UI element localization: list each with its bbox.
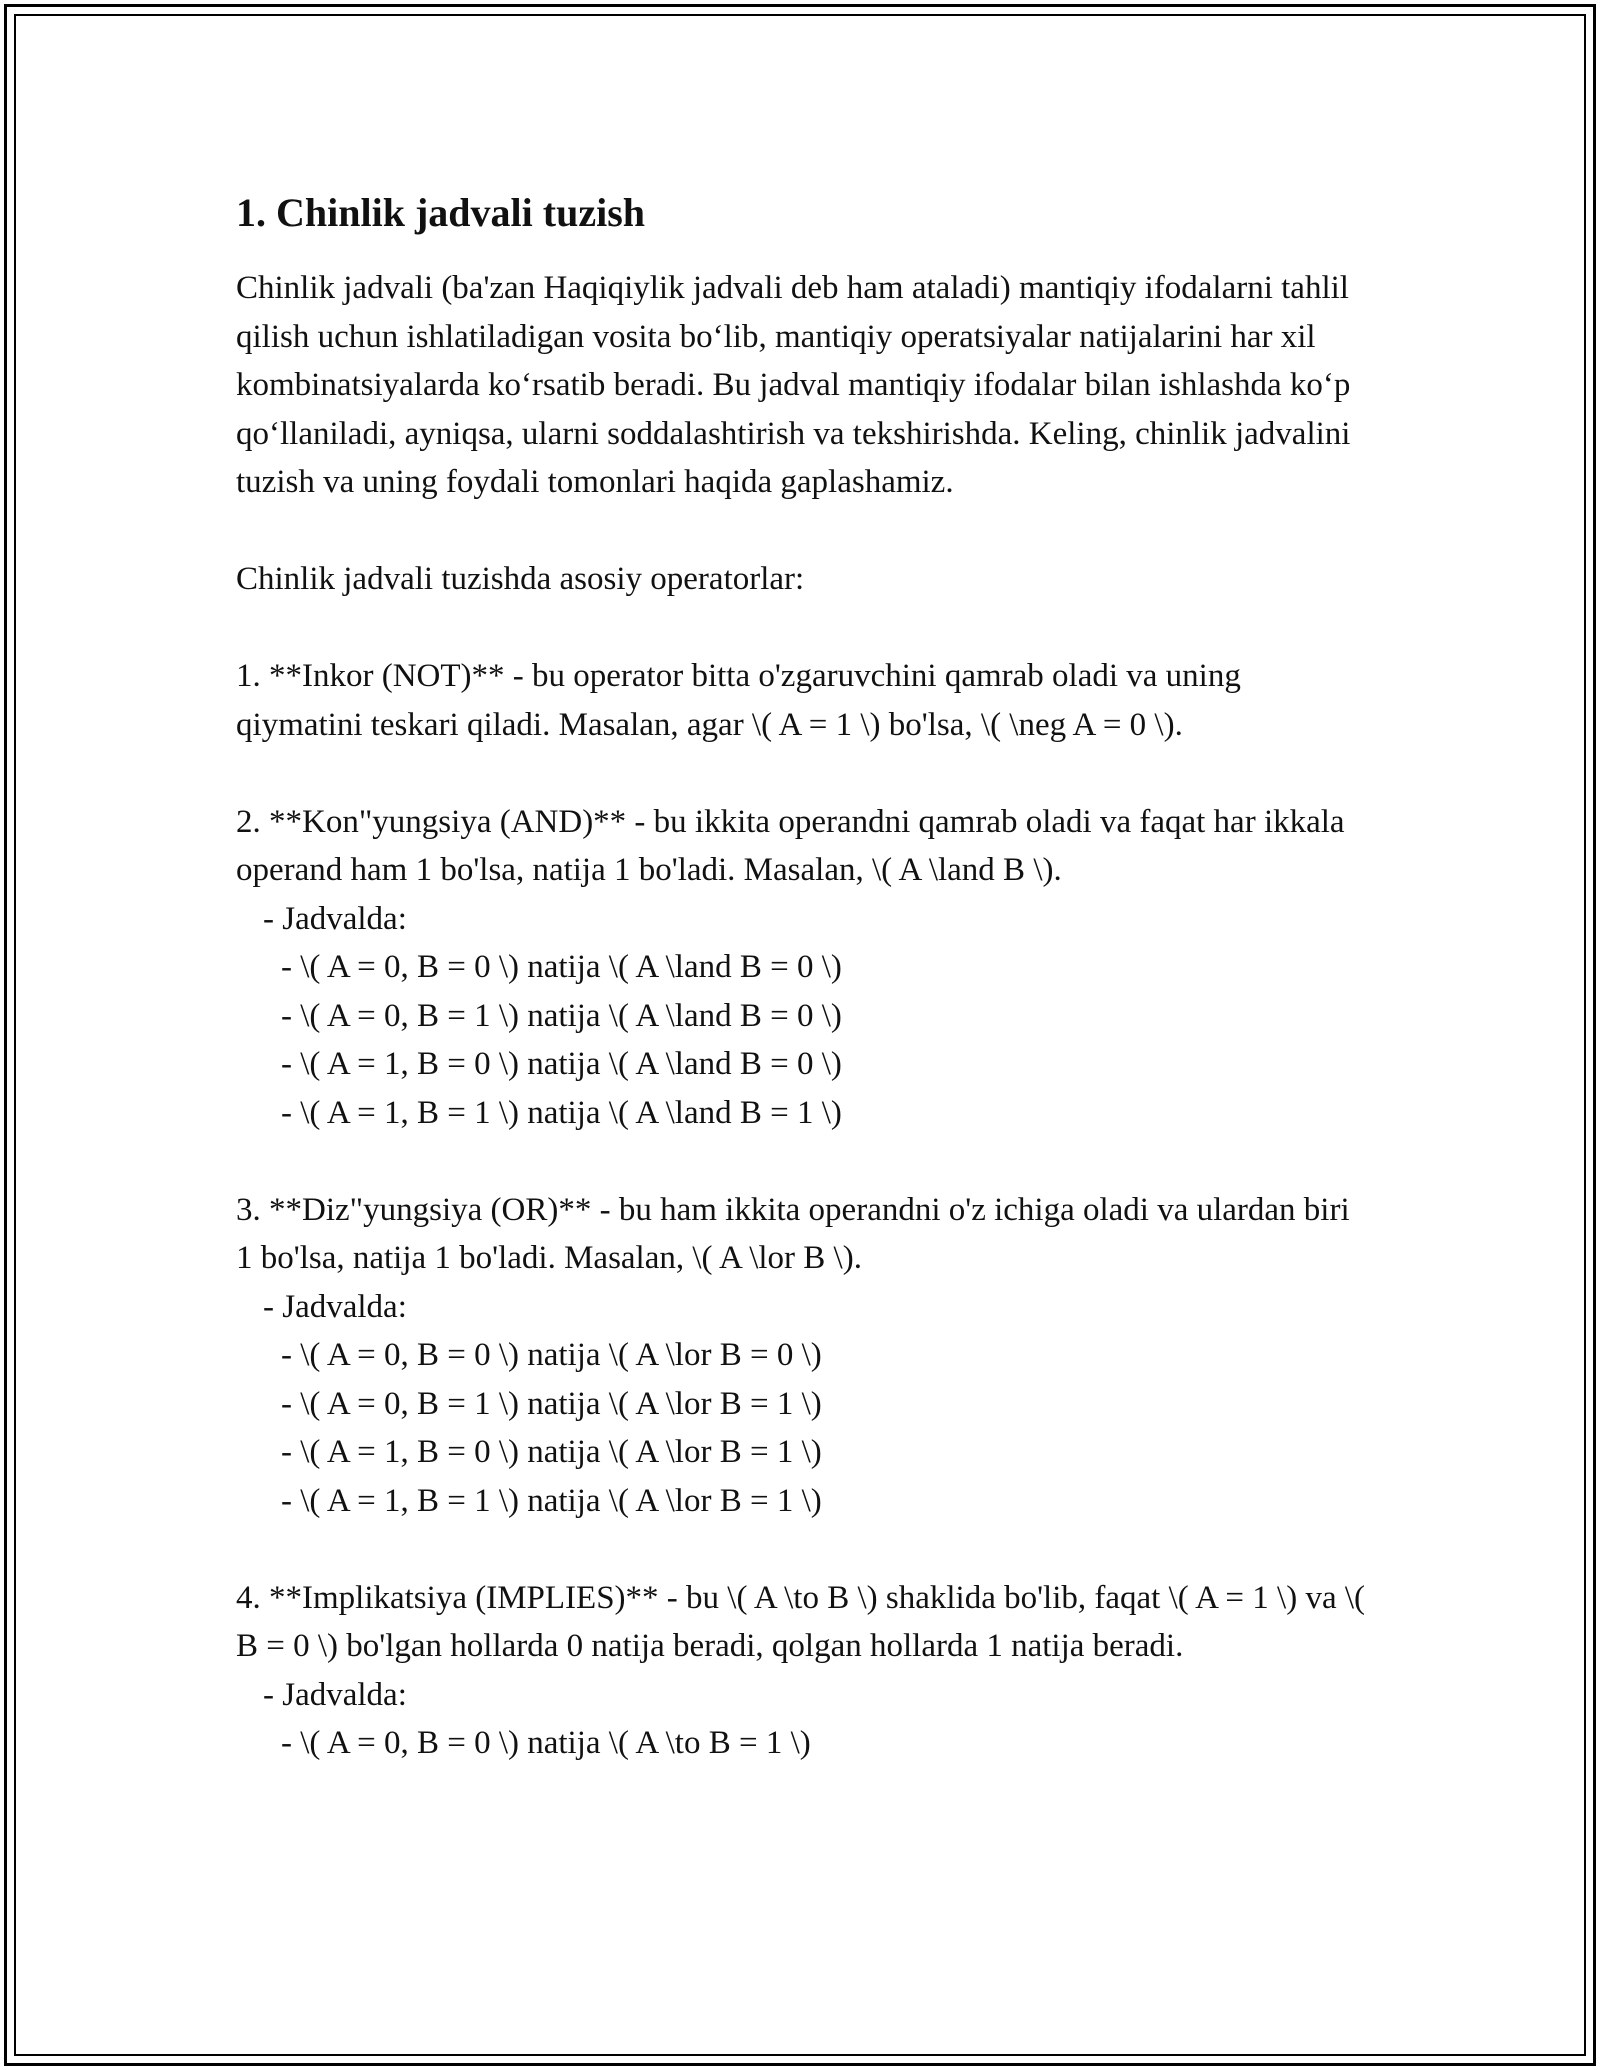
item-not: 1. **Inkor (NOT)** - bu operator bitta o'zgaruvchini qamrab oladi va uning qiymatini teskari qiladi. Masalan, agar \( A = 1 \) bo'lsa, \( \neg A = 0 \). (236, 658, 1241, 743)
or-row: - \( A = 1, B = 1 \) natija \( A \lor B = 1 \) (281, 1482, 822, 1519)
section-heading: 1. Chinlik jadvali tuzish (236, 190, 646, 235)
spacer (236, 749, 1366, 798)
and-row: - \( A = 1, B = 1 \) natija \( A \land B = 1 \) (281, 1094, 842, 1131)
spacer (236, 1525, 1366, 1574)
implies-row: - \( A = 0, B = 0 \) natija \( A \to B = 1 \) (281, 1725, 811, 1761)
spacer (236, 604, 1366, 653)
spacer (236, 507, 1366, 556)
document-body (236, 188, 1366, 1768)
item-and: 2. **Kon"yungsiya (AND)** - bu ikkita operandni qamrab oladi va faqat har ikkala operand ham 1 bo'lsa, natija 1 bo'ladi. Masalan, \( A \land B \). (236, 803, 1345, 888)
item-or: 3. **Diz"yungsiya (OR)** - bu ham ikkita operandni o'z ichiga oladi va ulardan biri 1 bo'lsa, natija 1 bo'ladi. Masalan, \( A \lor B \). (236, 1191, 1350, 1276)
intro-paragraph: Chinlik jadvali (ba'zan Haqiqiylik jadvali deb ham ataladi) mantiqiy ifodalarni tahlil qilish uchun ishlatiladigan vosita bo‘lib, mantiqiy operatsiyalar natijalarini har xil kombinatsiyalarda ko‘rsatib beradi. Bu jadval mantiqiy ifodalar bilan ishlashda ko‘p qo‘llaniladi, ayniqsa, ularni soddalashtirish va tekshirishda. Keling, chinlik jadvalini tuzish va uning foydali tomonlari haqida gaplashamiz. (236, 270, 1351, 500)
implies-table-label: - Jadvalda: (263, 1676, 407, 1713)
and-row: - \( A = 0, B = 0 \) natija \( A \land B = 0 \) (281, 949, 842, 985)
item-implies: 4. **Implikatsiya (IMPLIES)** - bu \( A \to B \) shaklida bo'lib, faqat \( A = 1 \) va \( B = 0 \) bo'lgan hollarda 0 natija beradi, qolgan hollarda 1 natija beradi. (236, 1579, 1366, 1664)
and-table-label: - Jadvalda: (263, 900, 407, 937)
or-table-label: - Jadvalda: (263, 1288, 407, 1325)
or-row: - \( A = 0, B = 0 \) natija \( A \lor B = 0 \) (281, 1337, 822, 1373)
and-row: - \( A = 0, B = 1 \) natija \( A \land B = 0 \) (281, 997, 842, 1034)
operators-intro: Chinlik jadvali tuzishda asosiy operatorlar: (236, 561, 805, 597)
or-row: - \( A = 1, B = 0 \) natija \( A \lor B = 1 \) (281, 1434, 822, 1470)
or-row: - \( A = 0, B = 1 \) natija \( A \lor B = 1 \) (281, 1385, 822, 1422)
spacer (236, 1137, 1366, 1186)
and-row: - \( A = 1, B = 0 \) natija \( A \land B = 0 \) (281, 1046, 842, 1082)
